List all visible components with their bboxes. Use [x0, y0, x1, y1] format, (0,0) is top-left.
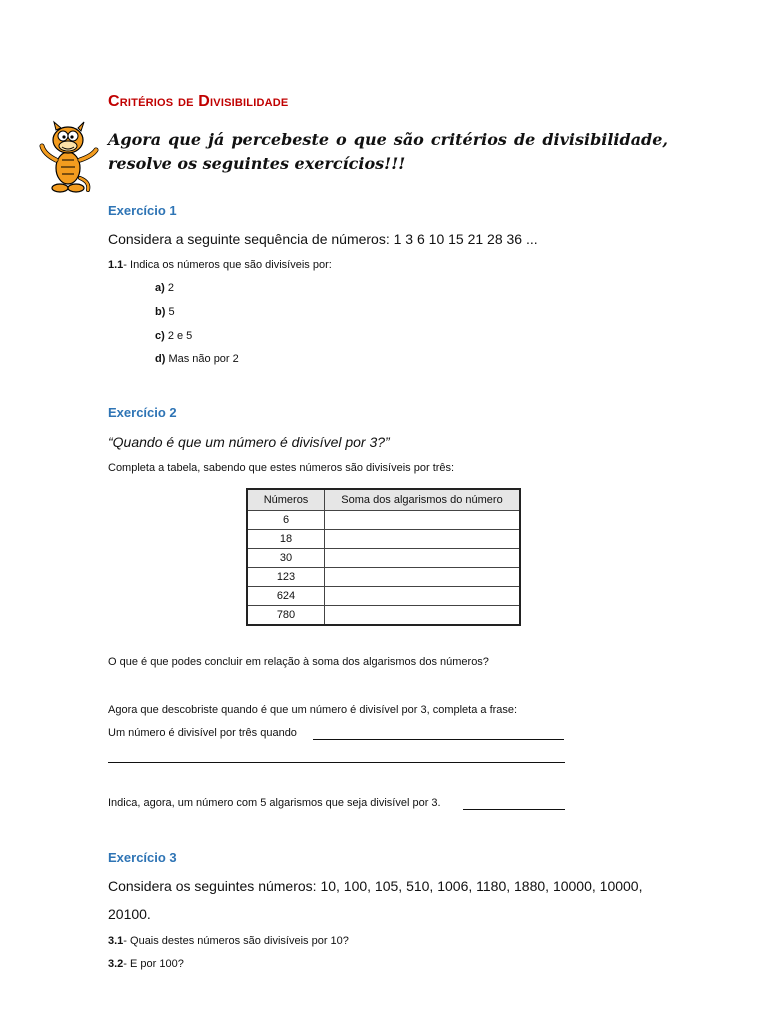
answer-line[interactable]	[108, 762, 565, 763]
number-cell: 123	[247, 568, 325, 587]
exercise-3-statement-continued: 20100.	[108, 906, 151, 922]
sum-cell[interactable]	[325, 511, 521, 530]
intro-text: Agora que já percebeste o que são critérios de divisibilidade, resolve os seguintes exercícios!!!	[108, 130, 668, 173]
garfield-cat-icon	[38, 120, 100, 195]
question-number: 3.2	[108, 958, 124, 970]
exercise-2-question: “Quando é que um número é divisível por 3?”	[108, 434, 390, 450]
answer-line[interactable]	[313, 739, 564, 740]
complete-sentence: Um número é divisível por três quando	[108, 727, 297, 739]
item-text: 2	[164, 282, 174, 294]
sum-cell[interactable]	[325, 549, 521, 568]
question-3-1	[108, 935, 349, 947]
table-row	[247, 549, 520, 568]
item-label: d)	[155, 353, 166, 365]
conclusion-question: O que é que podes concluir em relação à soma dos algarismos dos números?	[108, 656, 489, 668]
item-text: 2 e 5	[164, 330, 193, 342]
table-row	[247, 511, 520, 530]
question-number: 3.1	[108, 935, 124, 947]
number-cell: 6	[247, 511, 325, 530]
list-item	[155, 306, 175, 318]
exercise-3-statement: Considera os seguintes números: 10, 100, 105, 510, 1006, 1180, 1880, 10000, 10000,	[108, 878, 643, 894]
divisibility-table	[246, 488, 521, 626]
sum-cell[interactable]	[325, 606, 521, 626]
question-3-2	[108, 958, 184, 970]
table-row	[247, 568, 520, 587]
item-text: 5	[165, 306, 175, 318]
number-cell: 624	[247, 587, 325, 606]
question-text: - E por 100?	[123, 958, 184, 970]
sum-cell[interactable]	[325, 587, 521, 606]
list-item	[155, 282, 174, 294]
number-cell: 780	[247, 606, 325, 626]
question-text: - Quais destes números são divisíveis por 10?	[123, 935, 349, 947]
question-1-1	[108, 259, 332, 271]
exercise-3-heading: Exercício 3	[108, 850, 177, 865]
table-header-row	[247, 489, 520, 511]
exercise-1-heading: Exercício 1	[108, 203, 177, 218]
number-cell: 18	[247, 530, 325, 549]
exercise-2-instruction: Completa a tabela, sabendo que estes números são divisíveis por três:	[108, 462, 455, 474]
indicate-number-text: Indica, agora, um número com 5 algarismos que seja divisível por 3.	[108, 797, 441, 809]
item-text: Mas não por 2	[165, 353, 239, 365]
question-number: 1.1	[108, 259, 124, 271]
number-cell: 30	[247, 549, 325, 568]
item-label: a)	[155, 282, 165, 294]
table-row	[247, 587, 520, 606]
page-title: Critérios de Divisibilidade	[108, 93, 289, 110]
item-label: c)	[155, 330, 165, 342]
question-text: - Indica os números que são divisíveis por:	[123, 259, 332, 271]
exercise-1-statement: Considera a seguinte sequência de números: 1 3 6 10 15 21 28 36 ...	[108, 231, 538, 247]
answer-line[interactable]	[463, 809, 565, 810]
list-item	[155, 353, 239, 365]
column-header: Números	[247, 489, 325, 511]
exercise-2-heading: Exercício 2	[108, 405, 177, 420]
column-header: Soma dos algarismos do número	[325, 489, 521, 511]
table-row	[247, 606, 520, 626]
list-item	[155, 330, 192, 342]
table-row	[247, 530, 520, 549]
sum-cell[interactable]	[325, 530, 521, 549]
discovered-text: Agora que descobriste quando é que um número é divisível por 3, completa a frase:	[108, 704, 518, 716]
item-label: b)	[155, 306, 166, 318]
sum-cell[interactable]	[325, 568, 521, 587]
